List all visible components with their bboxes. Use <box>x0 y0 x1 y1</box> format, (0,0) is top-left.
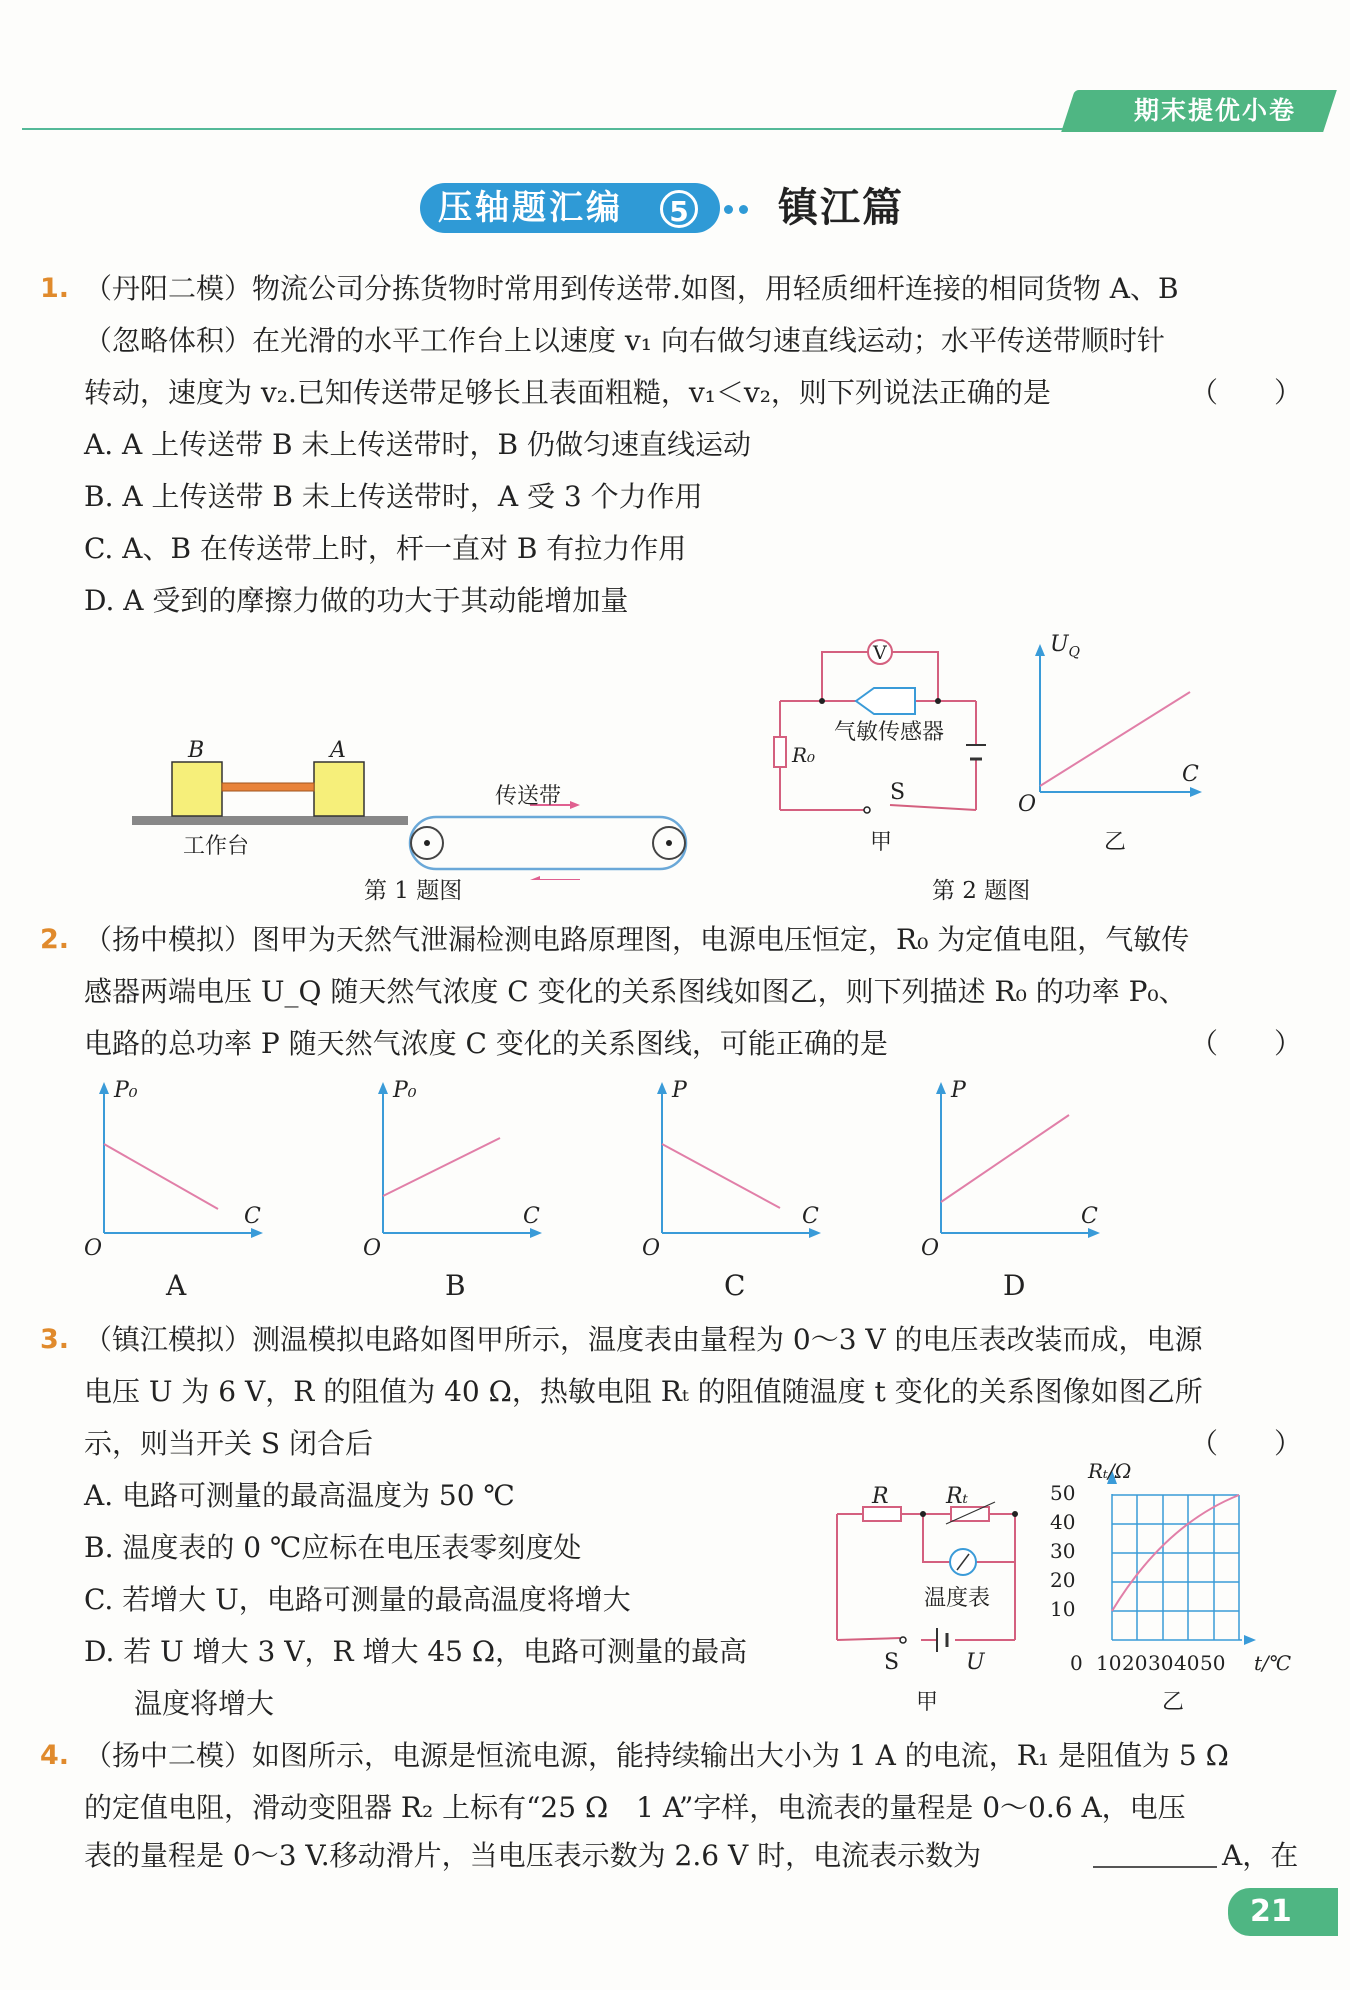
graph-origin: O <box>642 1236 661 1261</box>
title-dot <box>724 205 733 214</box>
label-jia: 甲 <box>916 1690 939 1715</box>
graph-origin: O <box>363 1236 382 1261</box>
figure-caption: 第 1 题图 <box>364 878 463 904</box>
option-d-continued: 温度将增大 <box>134 1687 275 1720</box>
y-tick: 40 <box>1050 1510 1076 1534</box>
label-r: R <box>872 1484 889 1509</box>
question-number: 3. <box>40 1324 70 1355</box>
option-b: B. 温度表的 0 ℃应标在电压表零刻度处 <box>84 1531 582 1564</box>
graph-line <box>662 1144 780 1208</box>
figure-3-graph <box>1084 1460 1284 1660</box>
junction <box>920 1511 926 1517</box>
roller-axle <box>666 840 672 846</box>
y-tick: 50 <box>1050 1481 1076 1505</box>
y-tick: 30 <box>1050 1539 1076 1563</box>
cargo-a <box>314 762 364 816</box>
label-switch: S <box>884 1650 900 1675</box>
option-letter-c: C <box>724 1269 746 1302</box>
resistor-r0 <box>774 737 786 767</box>
arrow-head <box>530 876 540 880</box>
title-dot <box>739 205 748 214</box>
label-yi: 乙 <box>1162 1690 1185 1715</box>
question-text-line: 电压 U 为 6 V，R 的阻值为 40 Ω，热敏电阻 Rₜ 的阻值随温度 t 变化的关系图像如图乙所 <box>84 1375 1203 1408</box>
label-switch: S <box>890 780 906 805</box>
label-jia: 甲 <box>870 830 893 855</box>
page-title: 压轴题汇编 <box>438 188 623 228</box>
question-number: 1. <box>40 273 70 304</box>
question-text-line: 示，则当开关 S 闭合后 <box>84 1427 373 1460</box>
graph-origin: O <box>921 1236 940 1261</box>
switch-contact <box>900 1637 906 1643</box>
roller-axle <box>424 840 430 846</box>
x-tick: 20 <box>1122 1651 1148 1675</box>
option-a: A. A 上传送带 B 未上传送带时，B 仍做匀速直线运动 <box>84 428 751 461</box>
graph-y-label: P <box>951 1078 966 1103</box>
graph-x-label: C <box>802 1204 819 1229</box>
question-text-line: 表的量程是 0～3 V.移动滑片，当电压表示数为 2.6 V 时，电流表示数为 <box>84 1839 982 1872</box>
graph-line <box>941 1115 1069 1202</box>
page-subtitle: 镇江篇 <box>778 184 904 231</box>
question-text-line: A，在 <box>1222 1839 1299 1872</box>
figure-caption: 第 2 题图 <box>932 878 1031 904</box>
label-cargo-b: B <box>188 738 205 763</box>
option-b: B. A 上传送带 B 未上传送带时，A 受 3 个力作用 <box>84 480 703 513</box>
graph-x-label: C <box>523 1204 540 1229</box>
option-letter-a: A <box>166 1269 187 1302</box>
question-text-line: 转动，速度为 v₂.已知传送带足够长且表面粗糙，v₁＜v₂，则下列说法正确的是 <box>84 376 1051 409</box>
label-work-table: 工作台 <box>183 834 250 859</box>
axis-x-title: t/℃ <box>1254 1651 1292 1675</box>
junction <box>1012 1511 1018 1517</box>
question-text-line: 的定值电阻，滑动变阻器 R₂ 上标有“25 Ω 1 A”字样，电流表的量程是 0～0.6 A，电压 <box>84 1791 1186 1824</box>
label-cargo-a: A <box>330 738 346 763</box>
header-tab-label: 期末提优小卷 <box>1133 96 1296 125</box>
option-c: C. 若增大 U，电路可测量的最高温度将增大 <box>84 1583 631 1616</box>
answer-parenthesis: （ ） <box>1190 1027 1303 1060</box>
x-tick: 10 <box>1096 1651 1122 1675</box>
x-tick: 40 <box>1174 1651 1200 1675</box>
question-text-line: （扬中模拟）图甲为天然气泄漏检测电路原理图，电源电压恒定，R₀ 为定值电阻，气敏传 <box>84 923 1190 956</box>
x-tick: 0 <box>1070 1651 1083 1675</box>
question-number: 4. <box>40 1740 70 1771</box>
question-text-line: （丹阳二模）物流公司分拣货物时常用到传送带.如图，用轻质细杆连接的相同货物 A、B <box>84 272 1179 305</box>
graph-line <box>104 1144 218 1209</box>
answer-parenthesis: （ ） <box>1190 1427 1303 1460</box>
label-gas-sensor: 气敏传感器 <box>834 720 945 745</box>
graph-y-label: P <box>672 1078 687 1103</box>
axis-arrow <box>1190 787 1202 797</box>
switch-contact <box>864 807 870 813</box>
label-yi: 乙 <box>1104 830 1127 855</box>
option-d: D. 若 U 增大 3 V，R 增大 45 Ω，电路可测量的最高 <box>84 1635 748 1668</box>
junction <box>935 698 941 704</box>
graph-y-label: P₀ <box>114 1078 138 1103</box>
axis-arrow <box>1035 644 1045 656</box>
x-tick: 30 <box>1148 1651 1174 1675</box>
graph-y-label: P₀ <box>393 1078 417 1103</box>
junction <box>819 698 825 704</box>
option-c: C. A、B 在传送带上时，杆一直对 B 有拉力作用 <box>84 532 687 565</box>
y-tick: 10 <box>1050 1597 1076 1621</box>
belt-loop <box>410 817 686 869</box>
axis-x-label: C <box>1182 762 1199 787</box>
label-source-u: U <box>966 1650 985 1675</box>
label-voltmeter: V <box>873 642 887 664</box>
label-r0: R₀ <box>792 743 816 767</box>
graph-x-label: C <box>244 1204 261 1229</box>
label-conveyor: 传送带 <box>495 784 562 809</box>
option-a: A. 电路可测量的最高温度为 50 ℃ <box>84 1479 515 1512</box>
graph-origin: O <box>1018 792 1037 817</box>
label-rt: Rₜ <box>946 1484 968 1509</box>
title-number: 5 <box>660 190 698 228</box>
x-tick: 50 <box>1200 1651 1226 1675</box>
question-text-line: （忽略体积）在光滑的水平工作台上以速度 v₁ 向右做匀速直线运动；水平传送带顺时针 <box>84 324 1165 357</box>
answer-parenthesis: （ ） <box>1190 376 1303 409</box>
question-text-line: 感器两端电压 U_Q 随天然气浓度 C 变化的关系图线如图乙，则下列描述 R₀ 的功率 P₀、 <box>84 975 1187 1008</box>
question-text-line: 电路的总功率 P 随天然气浓度 C 变化的关系图线，可能正确的是 <box>84 1027 888 1060</box>
question-text-line: （镇江模拟）测温模拟电路如图甲所示，温度表由量程为 0～3 V 的电压表改装而成，电源 <box>84 1323 1203 1356</box>
gas-sensor <box>856 688 915 714</box>
option-d: D. A 受到的摩擦力做的功大于其动能增加量 <box>84 584 629 617</box>
axis-y-label: $U_Q$ <box>1050 632 1081 661</box>
option-letter-b: B <box>445 1269 466 1302</box>
graph-origin: O <box>84 1236 103 1261</box>
label-temperature-meter: 温度表 <box>924 1586 991 1611</box>
light-rod <box>222 783 314 791</box>
answer-blank[interactable] <box>1093 1866 1217 1868</box>
question-text-line: （扬中二模）如图所示，电源是恒流电源，能持续输出大小为 1 A 的电流，R₁ 是阻值为 5 Ω <box>84 1739 1229 1772</box>
axis-y-title: Rₜ/Ω <box>1088 1459 1132 1483</box>
option-letter-d: D <box>1003 1269 1026 1302</box>
graph-line <box>383 1138 500 1196</box>
uq-line <box>1040 692 1190 786</box>
y-tick: 20 <box>1050 1568 1076 1592</box>
header-rule <box>22 128 1092 130</box>
axis-arrow <box>1244 1635 1256 1645</box>
figure-3-circuit <box>825 1490 1035 1670</box>
page-number: 21 <box>1228 1888 1338 1936</box>
graph-x-label: C <box>1081 1204 1098 1229</box>
cargo-b <box>172 762 222 816</box>
work-table <box>132 816 408 825</box>
question-number: 2. <box>40 924 70 955</box>
arrow-head <box>570 801 580 809</box>
